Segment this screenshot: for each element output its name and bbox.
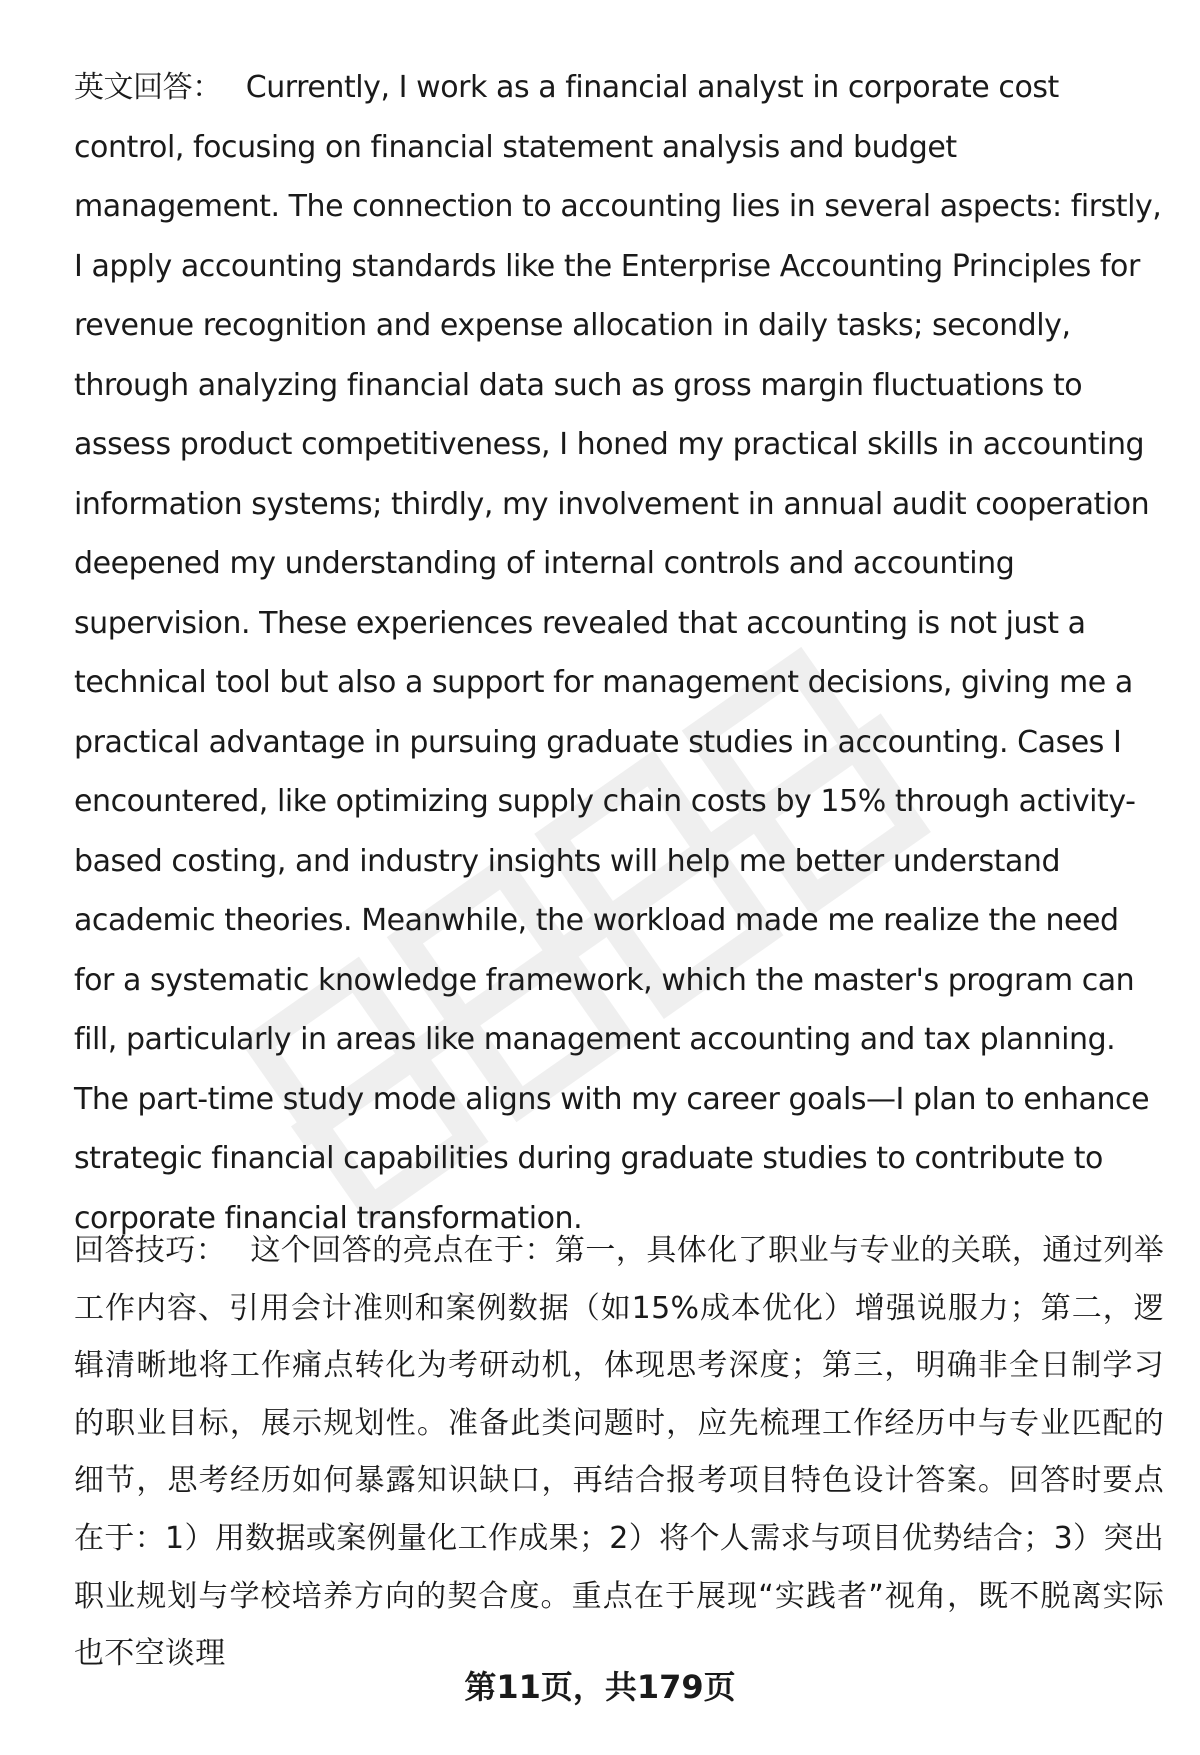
answer-text: Currently, I work as a financial analyst in corporate cost control, focusing on financial statement analysis and budget management. The connection to accounting lies in several aspects: firstly, I apply accounting standards like the Enterprise Accounting Principles for revenue recognition and expense allocation in daily tasks; secondly, through analyzing financial data such as gross margin fluctuations to assess product competitiveness, I honed my practical skills in accounting information systems; thirdly, my involvement in annual audit cooperation deepened my understanding of internal controls and accounting supervision. These experiences revealed that accounting is not just a technical tool but also a support for management decisions, giving me a practical advantage in pursuing graduate studies in accounting. Cases I encountered, like optimizing supply chain costs by 15% through activity-based costing, and industry insights will help me better understand academic theories. Meanwhile, the workload made me realize the need for a systematic knowledge framework, which the master's program can fill, particularly in areas like management accounting and tax planning. The part-time study mode aligns with my career goals—I plan to enhance strategic financial capabilities during graduate studies to contribute to corporate financial transformation. — [74, 70, 1162, 1236]
tips-section — [74, 1222, 1164, 1683]
tips-label: 回答技巧： — [74, 1233, 227, 1268]
answer-section — [74, 58, 1164, 1248]
answer-label: 英文回答： — [74, 70, 222, 105]
tips-paragraph — [74, 1222, 1164, 1683]
page-number-footer: 第11页，共179页 — [464, 1668, 736, 1706]
english-answer-paragraph — [74, 58, 1164, 1248]
tips-text: 这个回答的亮点在于：第一，具体化了职业与专业的关联，通过列举工作内容、引用会计准则和案例数据（如15%成本优化）增强说服力；第二，逻辑清晰地将工作痛点转化为考研动机，体现思考深度；第三，明确非全日制学习的职业目标，展示规划性。准备此类问题时，应先梳理工作经历中与专业匹配的细节，思考经历如何暴露知识缺口，再结合报考项目特色设计答案。回答时要点在于：1）用数据或案例量化工作成果；2）将个人需求与项目优势结合；3）突出职业规划与学校培养方向的契合度。重点在于展现“实践者”视角，既不脱离实际也不空谈理 — [74, 1233, 1165, 1672]
